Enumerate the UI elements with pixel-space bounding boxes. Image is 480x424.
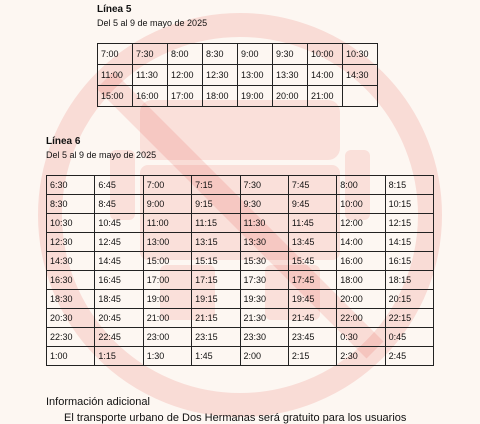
time-cell: 18:30 — [47, 290, 95, 309]
time-cell: 2:00 — [240, 347, 288, 366]
time-cell: 17:15 — [192, 271, 240, 290]
time-cell: 7:00 — [98, 44, 133, 65]
time-cell: 14:00 — [337, 233, 385, 252]
time-cell: 12:30 — [203, 65, 238, 86]
time-cell: 11:30 — [133, 65, 168, 86]
time-cell: 14:45 — [95, 252, 143, 271]
time-cell: 11:30 — [240, 214, 288, 233]
table-row — [47, 347, 434, 366]
time-cell: 11:15 — [192, 214, 240, 233]
time-cell: 8:30 — [203, 44, 238, 65]
time-cell: 16:00 — [133, 86, 168, 107]
time-cell: 12:45 — [95, 233, 143, 252]
time-cell: 20:00 — [337, 290, 385, 309]
time-cell: 9:30 — [240, 195, 288, 214]
time-cell: 21:30 — [240, 309, 288, 328]
time-cell: 9:45 — [288, 195, 336, 214]
time-cell: 8:45 — [95, 195, 143, 214]
time-cell: 2:45 — [385, 347, 433, 366]
time-cell: 14:00 — [308, 65, 343, 86]
time-cell: 16:30 — [47, 271, 95, 290]
time-cell: 20:00 — [273, 86, 308, 107]
time-cell: 2:15 — [288, 347, 336, 366]
time-cell: 9:30 — [273, 44, 308, 65]
time-cell: 12:15 — [385, 214, 433, 233]
linea6-schedule-table — [46, 175, 434, 366]
table-row — [47, 328, 434, 347]
time-cell: 8:00 — [337, 176, 385, 195]
time-cell: 9:15 — [192, 195, 240, 214]
time-cell: 6:45 — [95, 176, 143, 195]
time-cell: 8:30 — [47, 195, 95, 214]
time-cell: 8:15 — [385, 176, 433, 195]
time-cell: 10:15 — [385, 195, 433, 214]
time-cell: 23:00 — [143, 328, 191, 347]
time-cell: 18:15 — [385, 271, 433, 290]
time-cell: 13:00 — [238, 65, 273, 86]
linea5-schedule-table — [97, 43, 378, 107]
time-cell: 14:15 — [385, 233, 433, 252]
time-cell: 15:45 — [288, 252, 336, 271]
time-cell: 19:15 — [192, 290, 240, 309]
time-cell: 22:00 — [337, 309, 385, 328]
time-cell: 2:30 — [337, 347, 385, 366]
time-cell: 1:30 — [143, 347, 191, 366]
time-cell: 1:15 — [95, 347, 143, 366]
time-cell: 22:45 — [95, 328, 143, 347]
time-cell: 10:00 — [308, 44, 343, 65]
table-row — [47, 290, 434, 309]
time-cell: 12:00 — [168, 65, 203, 86]
time-cell: 15:00 — [98, 86, 133, 107]
time-cell: 7:45 — [288, 176, 336, 195]
info-text: El transporte urbano de Dos Hermanas será gratuito para los usuarios — [64, 412, 407, 424]
time-cell: 22:15 — [385, 309, 433, 328]
time-cell: 15:15 — [192, 252, 240, 271]
table-row — [47, 195, 434, 214]
time-cell: 18:45 — [95, 290, 143, 309]
time-cell: 10:00 — [337, 195, 385, 214]
time-cell: 19:45 — [288, 290, 336, 309]
time-cell: 0:45 — [385, 328, 433, 347]
time-cell: 21:00 — [143, 309, 191, 328]
time-cell: 7:00 — [143, 176, 191, 195]
table-row — [98, 44, 378, 65]
time-cell: 10:30 — [343, 44, 378, 65]
time-cell: 11:00 — [143, 214, 191, 233]
time-cell: 13:30 — [240, 233, 288, 252]
time-cell: 9:00 — [143, 195, 191, 214]
info-title: Información adicional — [46, 396, 150, 408]
time-cell: 7:15 — [192, 176, 240, 195]
time-cell: 1:45 — [192, 347, 240, 366]
time-cell: 18:00 — [203, 86, 238, 107]
time-cell: 7:30 — [240, 176, 288, 195]
time-cell: 23:30 — [240, 328, 288, 347]
time-cell: 17:30 — [240, 271, 288, 290]
time-cell: 23:15 — [192, 328, 240, 347]
time-cell: 17:45 — [288, 271, 336, 290]
time-cell — [343, 86, 378, 107]
table-row — [47, 176, 434, 195]
linea6-title: Línea 6 — [46, 136, 81, 147]
time-cell: 1:00 — [47, 347, 95, 366]
time-cell: 13:30 — [273, 65, 308, 86]
time-cell: 13:15 — [192, 233, 240, 252]
time-cell: 19:30 — [240, 290, 288, 309]
time-cell: 11:00 — [98, 65, 133, 86]
time-cell: 8:00 — [168, 44, 203, 65]
time-cell: 10:45 — [95, 214, 143, 233]
linea5-subtitle: Del 5 al 9 de mayo de 2025 — [97, 18, 208, 28]
time-cell: 21:15 — [192, 309, 240, 328]
time-cell: 15:30 — [240, 252, 288, 271]
time-cell: 20:30 — [47, 309, 95, 328]
time-cell: 22:30 — [47, 328, 95, 347]
time-cell: 16:45 — [95, 271, 143, 290]
time-cell: 21:45 — [288, 309, 336, 328]
time-cell: 12:00 — [337, 214, 385, 233]
table-row — [98, 86, 378, 107]
time-cell: 17:00 — [143, 271, 191, 290]
time-cell: 6:30 — [47, 176, 95, 195]
table-row — [47, 309, 434, 328]
time-cell: 13:00 — [143, 233, 191, 252]
linea6-subtitle: Del 5 al 9 de mayo de 2025 — [46, 150, 157, 160]
table-row — [47, 214, 434, 233]
time-cell: 7:30 — [133, 44, 168, 65]
time-cell: 20:15 — [385, 290, 433, 309]
time-cell: 20:45 — [95, 309, 143, 328]
time-cell: 11:45 — [288, 214, 336, 233]
table-row — [47, 233, 434, 252]
time-cell: 19:00 — [143, 290, 191, 309]
time-cell: 16:15 — [385, 252, 433, 271]
time-cell: 17:00 — [168, 86, 203, 107]
time-cell: 12:30 — [47, 233, 95, 252]
time-cell: 23:45 — [288, 328, 336, 347]
time-cell: 19:00 — [238, 86, 273, 107]
time-cell: 15:00 — [143, 252, 191, 271]
time-cell: 10:30 — [47, 214, 95, 233]
time-cell: 14:30 — [343, 65, 378, 86]
time-cell: 14:30 — [47, 252, 95, 271]
table-row — [47, 252, 434, 271]
time-cell: 13:45 — [288, 233, 336, 252]
time-cell: 9:00 — [238, 44, 273, 65]
table-row — [47, 271, 434, 290]
time-cell: 0:30 — [337, 328, 385, 347]
table-row — [98, 65, 378, 86]
time-cell: 18:00 — [337, 271, 385, 290]
time-cell: 21:00 — [308, 86, 343, 107]
linea5-title: Línea 5 — [97, 4, 132, 15]
time-cell: 16:00 — [337, 252, 385, 271]
